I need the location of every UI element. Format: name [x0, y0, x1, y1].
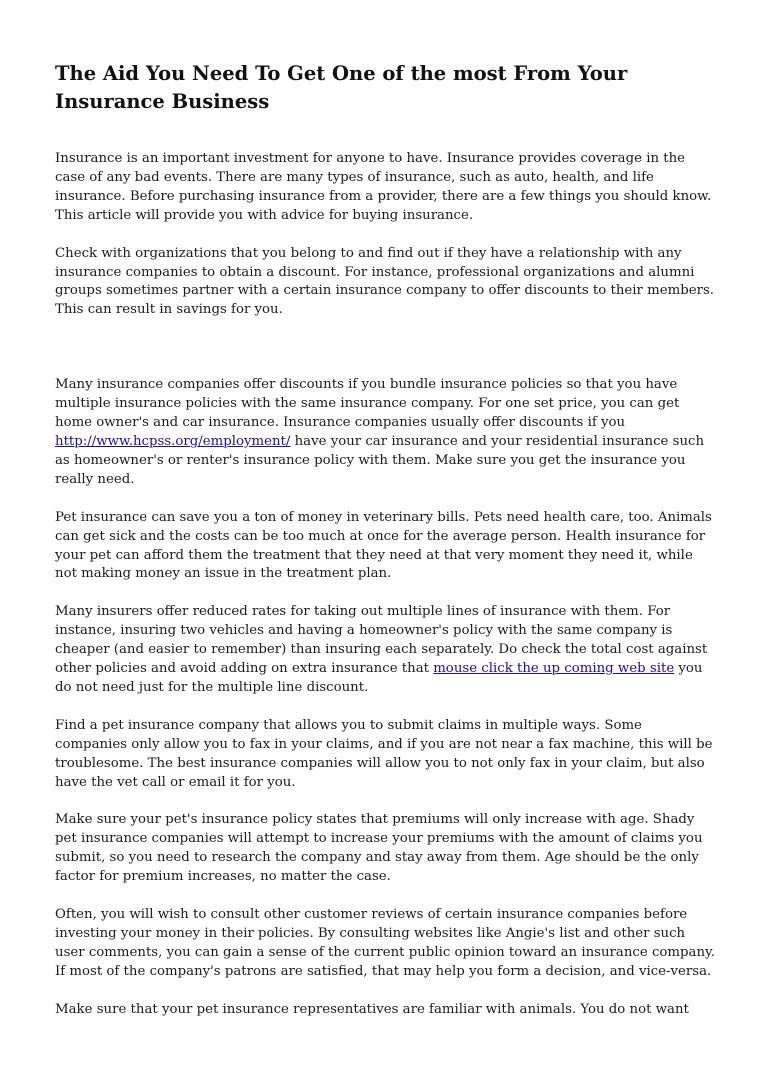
paragraph-claims: Find a pet insurance company that allows you to submit claims in multiple ways. Some companies only allow you to fax in your claims, and if you are not near a fax machine, this will be troublesome. The best insurance companies will allow you to not only fax in your claim, but also have the vet call or email it for you. [55, 717, 713, 790]
paragraph-representatives: Make sure that your pet insurance representatives are familiar with animals. You do not want [55, 1001, 689, 1017]
web-site-link[interactable]: mouse click the up coming web site [433, 661, 675, 677]
paragraph-bundle-text-after: have your car insurance and your residential insurance such as homeowner's or renter's insurance policy with them. Make sure you get the insurance you really need. [55, 433, 705, 487]
paragraph-multiple-lines-text-after: you do not need just for the multiple line discount. [55, 661, 703, 695]
hcpss-employment-link[interactable]: http://www.hcpss.org/employment/ [55, 433, 291, 449]
paragraph-pet-insurance: Pet insurance can save you a ton of money in veterinary bills. Pets need health care, too. Animals can get sick and the costs can be too much at once for the average person. Health insurance for your pet can afford them the treatment that they need at that very moment they need it, while not making money an issue in the treatment plan. [55, 509, 712, 582]
paragraph-multiple-lines [55, 603, 715, 698]
paragraph-bundle [55, 376, 715, 489]
paragraph-multiple-lines-text-before: Many insurers offer reduced rates for taking out multiple lines of insurance with them. For instance, insuring two vehicles and having a homeowner's policy with the same company is cheaper (and easier to remember) than insuring each separately. Do check the total cost against other policies and avoid adding on extra insurance that [55, 604, 708, 677]
document-title: The Aid You Need To Get One of the most From Your Insurance Business [55, 62, 628, 113]
document-page [55, 60, 715, 1039]
paragraph-bundle-text-before: Many insurance companies offer discounts if you bundle insurance policies so that you have multiple insurance policies with the same insurance company. For one set price, you can get home owner's and car insurance. Insurance companies usually offer discounts if you [55, 377, 680, 431]
paragraph-premiums: Make sure your pet's insurance policy states that premiums will only increase with age. Shady pet insurance companies will attempt to increase your premiums with the amount of claims you submit, so you need to research the company and stay away from them. Age should be the only factor for premium increases, no matter the case. [55, 812, 703, 885]
paragraph-reviews: Often, you will wish to consult other customer reviews of certain insurance companies before investing your money in their policies. By consulting websites like Angie's list and other such user comments, you can gain a sense of the current public opinion toward an insurance company. If most of the company's patrons are satisfied, that may help you form a decision, and vice-versa. [55, 907, 715, 979]
paragraph-organizations: Check with organizations that you belong to and find out if they have a relationship with any insurance companies to obtain a discount. For instance, professional organizations and alumni groups sometimes partner with a certain insurance company to offer discounts to their members. This can result in savings for you. [55, 245, 714, 318]
paragraph-intro: Insurance is an important investment for anyone to have. Insurance provides coverage in the case of any bad events. There are many types of insurance, such as auto, health, and life insurance. Before purchasing insurance from a provider, there are a few things you should know. This article will provide you with advice for buying insurance. [55, 151, 712, 223]
